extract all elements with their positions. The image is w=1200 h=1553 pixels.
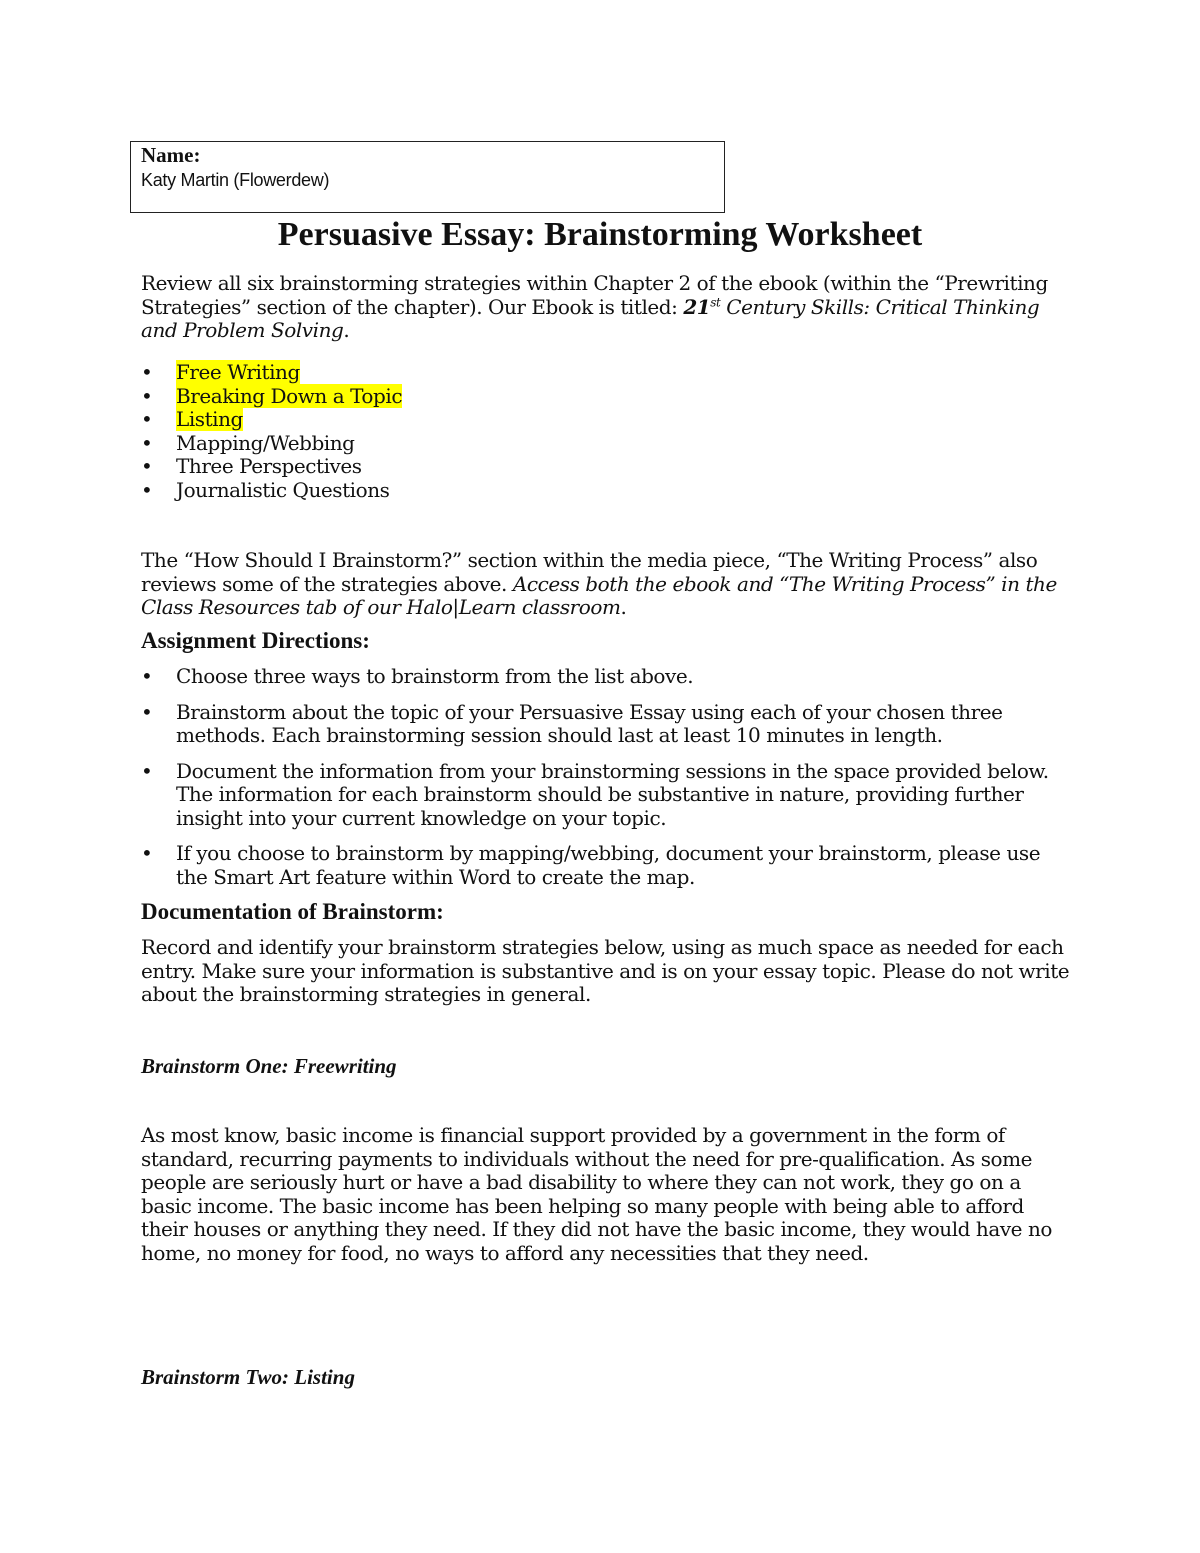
media-end: . — [620, 595, 627, 619]
name-box — [130, 141, 725, 213]
brainstorm-one-text: As most know, basic income is financial support provided by a government in the form of standard, recurring payments to individuals without the need for pre-qualification. As some people are seriously hurt or have a bad disability to where they can not work, they go on a basic income. The basic income has been helping so many people with being able to afford their houses or anything they need. If they did not have the basic income, they would have no home, no money for food, no ways to afford any necessities that they need. — [141, 1123, 1053, 1265]
list-item — [141, 479, 402, 503]
strategy-label: Listing — [176, 407, 243, 431]
brainstorm-one-heading: Brainstorm One: Freewriting — [141, 1054, 397, 1078]
intro-text: Review all six brainstorming strategies within Chapter 2 of the ebook (within the “Prewriting Strategies” section of the chapter). Our Ebook is titled: — [141, 271, 1048, 319]
list-item — [141, 385, 402, 409]
list-item — [141, 361, 402, 385]
intro-end: . — [343, 318, 350, 342]
page-title: Persuasive Essay: Brainstorming Worksheet — [277, 216, 923, 253]
strategy-list — [141, 361, 402, 502]
media-paragraph — [141, 549, 1071, 620]
strategy-label: Mapping/Webbing — [176, 430, 355, 455]
brainstorm-two-heading: Brainstorm Two: Listing — [141, 1365, 355, 1389]
name-value: Katy Martin (Flowerdew) — [141, 170, 330, 190]
directions-list — [141, 665, 1061, 901]
strategy-label: Three Perspectives — [176, 454, 362, 478]
intro-paragraph — [141, 272, 1071, 343]
list-item: • Document the information from your brainstorming sessions in the space provided below. The information for each brainstorm should be substantive in nature, providing further insight into your current knowledge on your topic. — [141, 760, 1061, 831]
book-title-superscript: st — [710, 294, 721, 309]
strategy-label: Journalistic Questions — [176, 477, 390, 502]
list-item: • If you choose to brainstorm by mapping/webbing, document your brainstorm, please use the Smart Art feature within Word to create the map. — [141, 842, 1061, 889]
list-item — [141, 408, 402, 432]
strategy-label: Breaking Down a Topic — [176, 383, 403, 408]
strategy-label: Free Writing — [176, 360, 300, 384]
media-italic: Access both the ebook and “The Writing Process” in the Class Resources tab of our Halo|Learn classroom — [141, 571, 1057, 619]
documentation-paragraph: Record and identify your brainstorm strategies below, using as much space as needed for each entry. Make sure your information is substantive and is on your essay topic. Please do not write about the brainstorming strategies in general. — [141, 935, 1070, 1006]
documentation-heading: Documentation of Brainstorm: — [141, 899, 444, 924]
book-title-number: 21 — [683, 294, 711, 319]
list-item — [141, 455, 402, 479]
list-item: • Choose three ways to brainstorm from the list above. — [141, 665, 1061, 689]
media-text: The “How Should I Brainstorm?” section within the media piece, “The Writing Process” also reviews some of the strategies above. — [141, 548, 1038, 596]
list-item: • Brainstorm about the topic of your Persuasive Essay using each of your chosen three methods. Each brainstorming session should last at least 10 minutes in length. — [141, 701, 1061, 748]
book-title-rest: Century Skills: Critical Thinking and Problem Solving — [141, 294, 1040, 342]
list-item — [141, 432, 402, 456]
name-label: Name: — [141, 143, 201, 167]
directions-heading: Assignment Directions: — [141, 628, 370, 653]
